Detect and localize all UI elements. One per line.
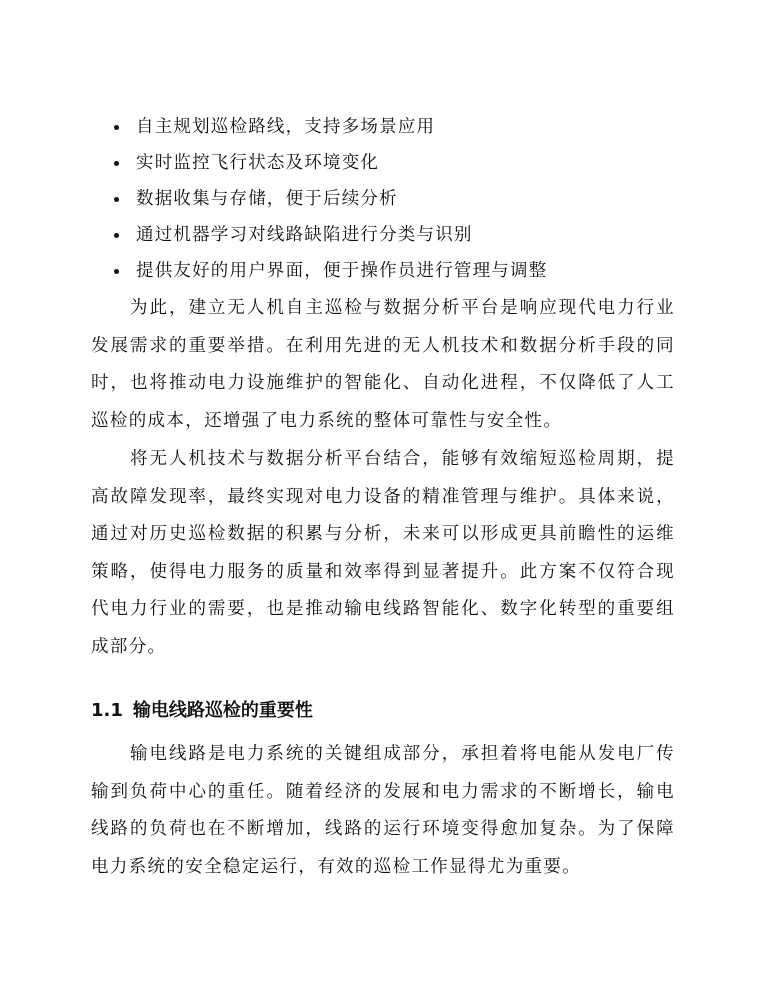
bullet-text: 提供友好的用户界面，便于操作员进行管理与调整 — [136, 261, 548, 281]
bullet-item — [112, 183, 547, 219]
bullet-item — [112, 111, 547, 147]
paragraph-transmission-line-importance: 输电线路是电力系统的关键组成部分，承担着将电能从发电厂传输到负荷中心的重任。随着经济的发展和电力需求的不断增长，输电线路的负荷也在不断增加，线路的运行环境变得愈加复杂。为了保障电力系统的安全稳定运行，有效的巡检工作显得尤为重要。 — [91, 744, 675, 877]
paragraph-platform-significance: 为此，建立无人机自主巡检与数据分析平台是响应现代电力行业发展需求的重要举措。在利用先进的无人机技术和数据分析手段的同时，也将推动电力设施维护的智能化、自动化进程，不仅降低了人工巡检的成本，还增强了电力系统的整体可靠性与安全性。 — [91, 298, 675, 431]
bullet-dot-icon — [114, 161, 119, 166]
bullet-dot-icon — [114, 233, 119, 238]
bullet-text: 通过机器学习对线路缺陷进行分类与识别 — [136, 225, 473, 245]
bullet-item — [112, 219, 547, 255]
bullet-item — [112, 255, 547, 291]
bullet-text: 实时监控飞行状态及环境变化 — [136, 153, 380, 173]
bullet-text: 自主规划巡检路线，支持多场景应用 — [136, 117, 436, 137]
section-number: 1.1 — [91, 700, 123, 721]
section-heading — [91, 695, 313, 727]
paragraph-integration-benefits: 将无人机技术与数据分析平台结合，能够有效缩短巡检周期，提高故障发现率，最终实现对电力设备的精准管理与维护。具体来说，通过对历史巡检数据的积累与分析，未来可以形成更具前瞻性的运维策略，使得电力服务的质量和效率得到显著提升。此方案不仅符合现代电力行业的需要，也是推动输电线路智能化、数字化转型的重要组成部分。 — [91, 449, 675, 657]
bullet-dot-icon — [114, 269, 119, 274]
section-title: 输电线路巡检的重要性 — [132, 700, 313, 721]
feature-bullet-list — [112, 111, 547, 291]
bullet-text: 数据收集与存储，便于后续分析 — [136, 189, 398, 209]
bullet-item — [112, 147, 547, 183]
bullet-dot-icon — [114, 197, 119, 202]
bullet-dot-icon — [114, 125, 119, 130]
